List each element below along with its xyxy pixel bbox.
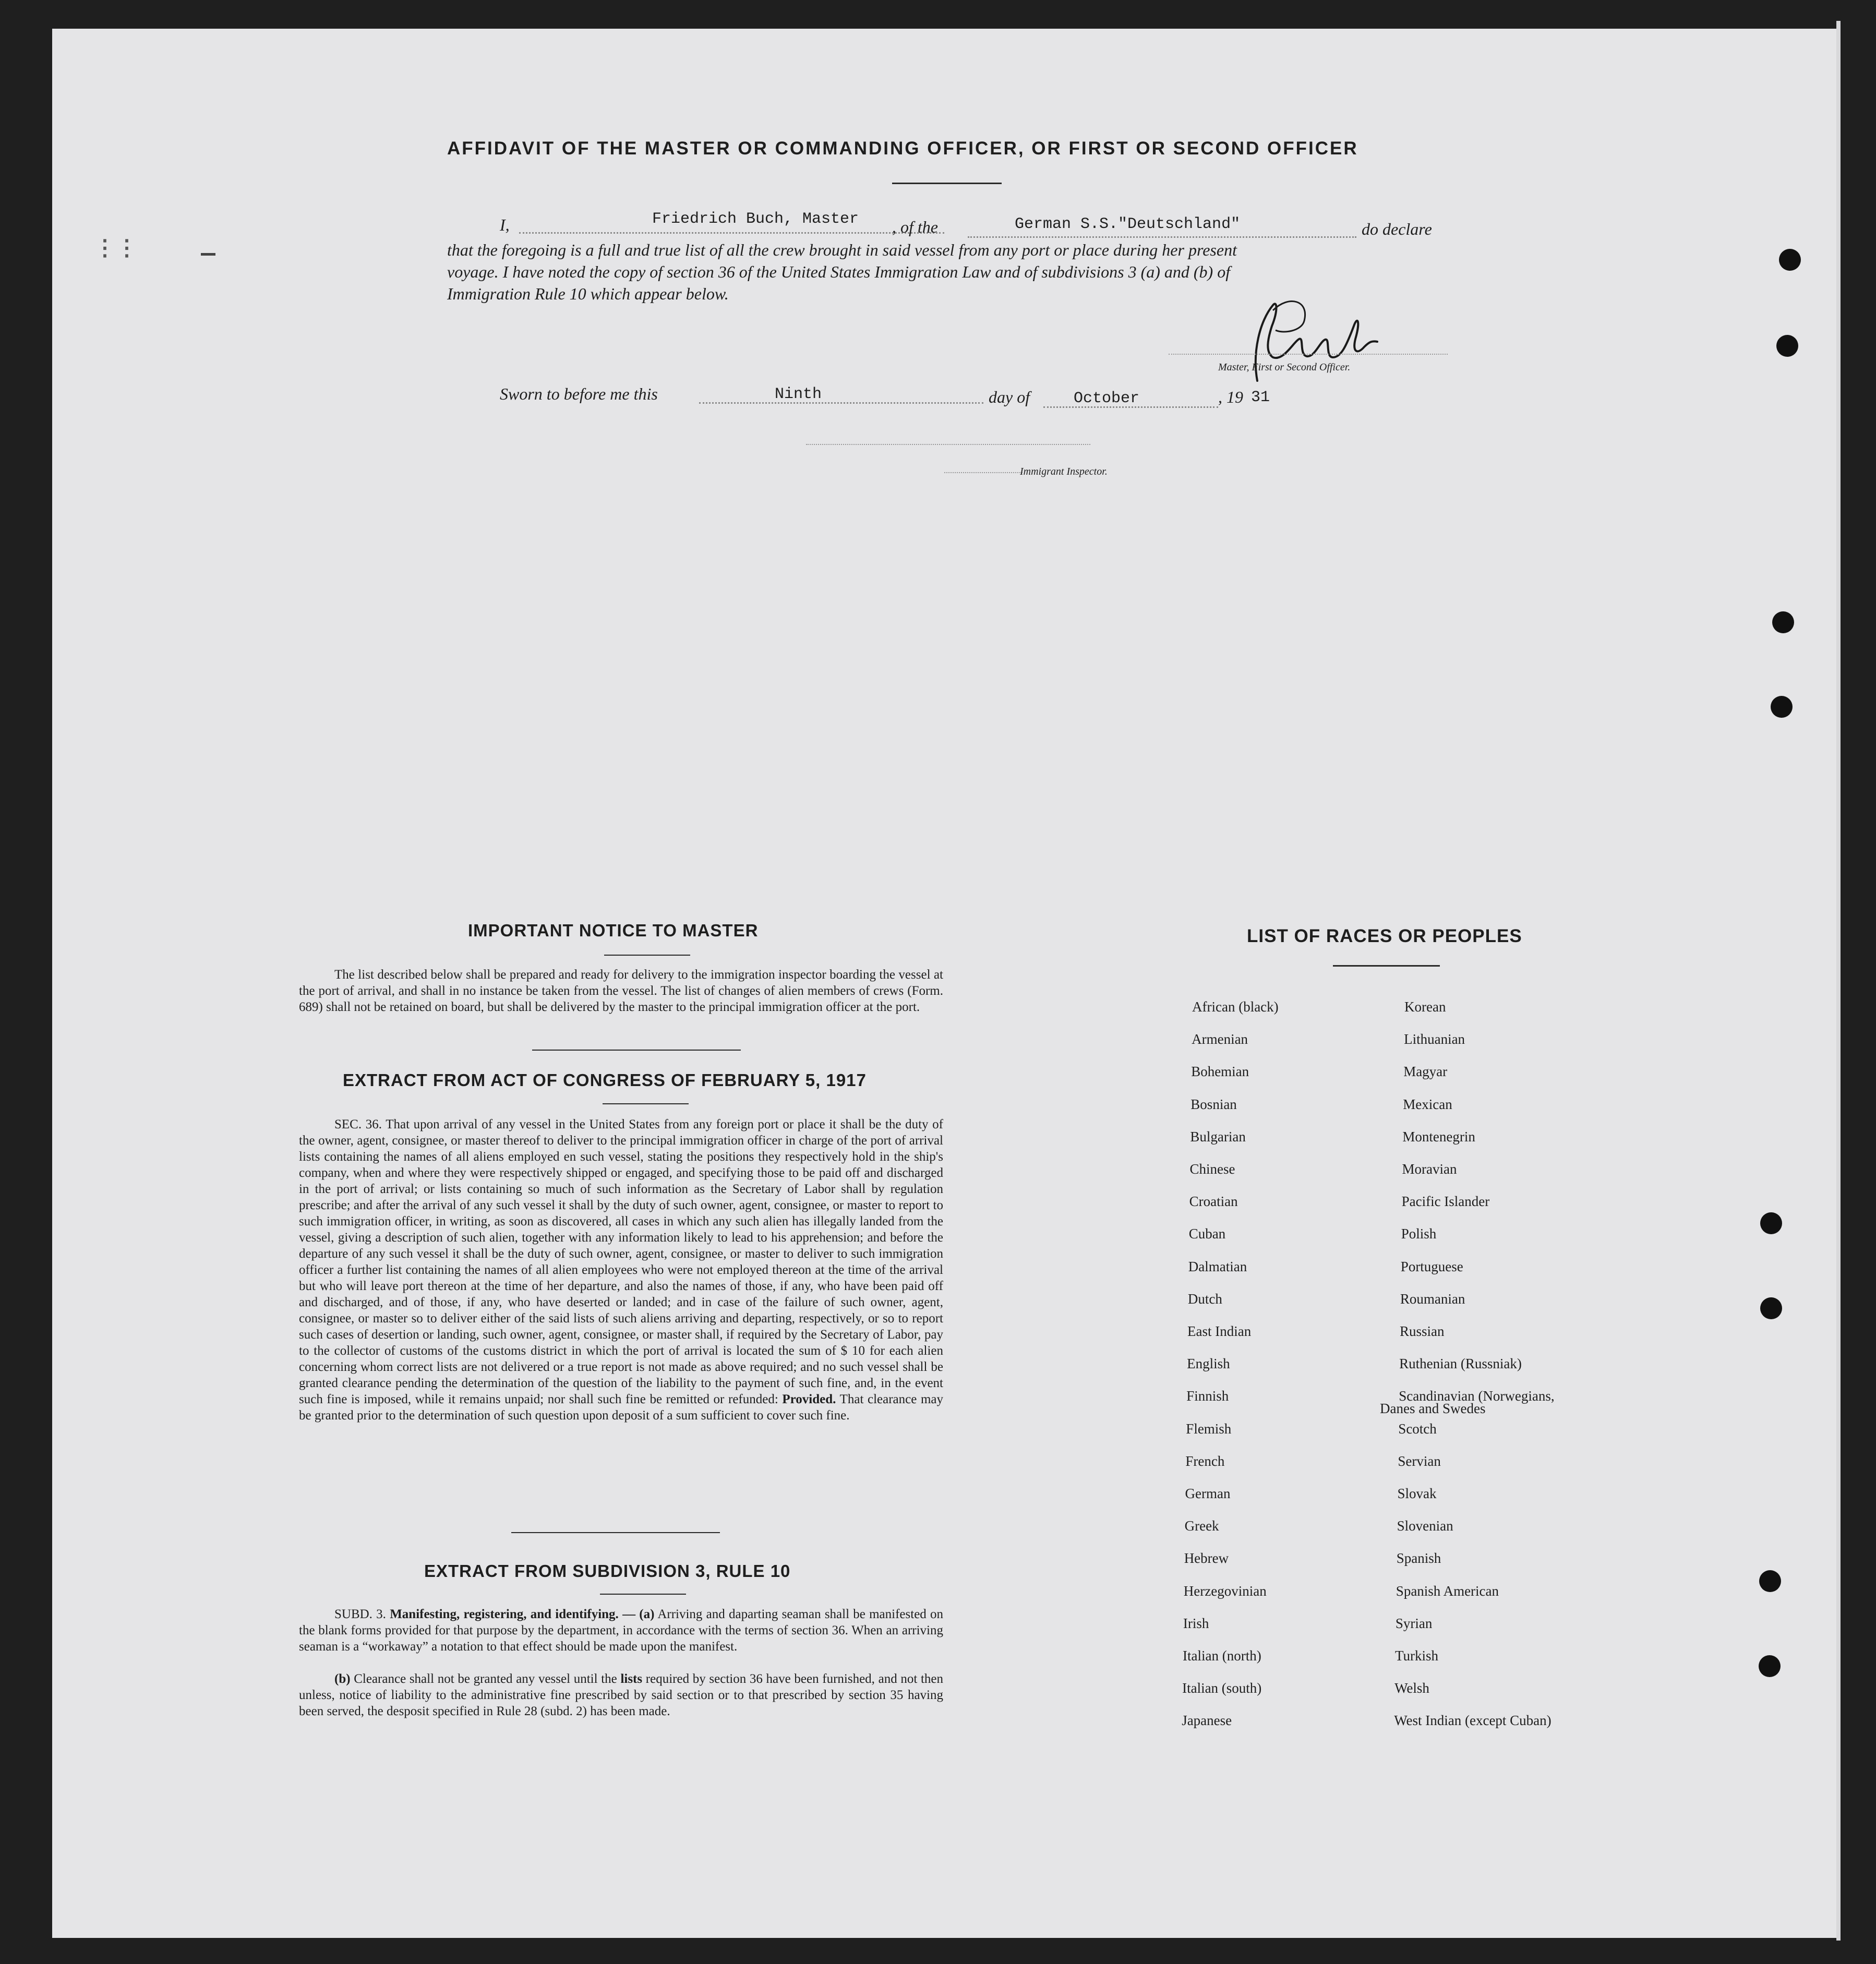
races-rule	[1333, 965, 1440, 967]
subd-heading: Manifesting, registering, and identifying.	[390, 1607, 619, 1621]
race-item: Ruthenian (Russniak)	[1399, 1356, 1522, 1372]
act-body-end: That clearance may be granted prior to the determination of such question upon deposit of a sum sufficient to cover such fine.	[299, 1392, 943, 1423]
notice-text	[299, 967, 943, 1015]
notice-end-rule	[532, 1050, 741, 1051]
of-the-label: , of the	[892, 218, 938, 236]
master-name-line	[519, 232, 944, 234]
race-item: Syrian	[1395, 1615, 1433, 1631]
notice-title: IMPORTANT NOTICE TO MASTER	[468, 921, 759, 940]
scan-mark: ⋮⋮	[94, 236, 138, 260]
sworn-day-line	[699, 402, 983, 404]
subd-label: SUBD. 3.	[334, 1607, 386, 1621]
race-item: French	[1185, 1453, 1225, 1469]
day-of-label: day of	[989, 388, 1030, 406]
race-item: Slovak	[1397, 1486, 1437, 1501]
affidavit-line-4: Immigration Rule 10 which appear below.	[447, 284, 729, 303]
race-item: Pacific Islander	[1401, 1194, 1490, 1210]
race-item: Italian (north)	[1183, 1648, 1261, 1664]
year-suffix-field: 31	[1251, 389, 1270, 406]
race-item: Magyar	[1403, 1064, 1448, 1080]
race-item: Croatian	[1189, 1194, 1238, 1210]
race-item: Bohemian	[1191, 1064, 1249, 1080]
notice-rule	[604, 955, 690, 956]
race-item: Lithuanian	[1404, 1031, 1465, 1047]
races-title: LIST OF RACES OR PEOPLES	[1247, 926, 1522, 946]
race-item: Bulgarian	[1190, 1128, 1246, 1144]
do-declare-label: do declare	[1362, 220, 1432, 238]
race-item: German	[1185, 1486, 1231, 1501]
race-item: Japanese	[1182, 1713, 1232, 1729]
act-body: SEC. 36. That upon arrival of any vessel in the United States from any foreign port or place it shall be the duty of the owner, agent, consignee, or master thereof to deliver to the principal immigration officer in charge of the port of arrival lists containing the names of all aliens employed en such vessel, stating the positions they respectively hold in the ship's company, when and where they were respectively shipped or engaged, and specifying those to be paid off and discharged in the port of arrival; or lists containing so much of such information as the Secretary of Labor shall by regulation prescribe; and after the arrival of any such vessel it shall by the duty of such owner, agent, consignee, or master to report to such immigration officer, in writing, as soon as discovered, all cases in which any such alien has illegally landed from the vessel, giving a description of such alien, together with any information likely to lead to his apprehension; and before the departure of any such vessel it shall be the duty of such owner, agent, consignee, or master to deliver to such immigration officer a further list containing the names of all alien employees who were not employed thereon at the time of the arrival but who will leave port thereon at the time of her departure, and also the names of those, if any, who have been paid off and discharged, and of those, if any, who have deserted or landed; and in case of the failure of such owner, agent, consignee, or master so to deliver either of the said lists of such aliens arriving and departing, respectively, or so to report such cases of desertion or landing, such owner, agent, consignee, or master shall, if required by the Secretary of Labor, pay to the collector of customs of the customs district in which the port of arrival is located the sum of $ 10 for each alien concerning whom correct lists are not delivered or a true report is not made as above required; and no such vessel shall be granted clearance pending the determination of the question of the liability to the payment of such fine, and, in the event such fine is imposed, while it remains unpaid; nor shall such fine be remitted or refunded:	[299, 1117, 943, 1406]
subd-b-text-2: required by section 36 have been furnished, and not then unless, notice of liability to the administrative fine prescribed by said section or to that prescribed by section 35 having been served, the desposit specified in Rule 28 (subd. 2) has been made.	[299, 1672, 944, 1718]
race-item: Cuban	[1188, 1226, 1226, 1242]
sworn-month-field: October	[1074, 390, 1140, 407]
race-item: Welsh	[1394, 1680, 1429, 1696]
race-item: African (black)	[1192, 999, 1279, 1015]
act-title: EXTRACT FROM ACT OF CONGRESS OF FEBRUARY 5, 1917	[343, 1070, 867, 1090]
race-item-continuation: Danes and Swedes	[1380, 1401, 1486, 1416]
race-item: Spanish	[1396, 1550, 1441, 1567]
affidavit-title: AFFIDAVIT OF THE MASTER OR COMMANDING OFFICER, OR FIRST OR SECOND OFFICER	[447, 138, 1358, 159]
act-provided: Provided.	[782, 1392, 836, 1406]
race-item: Dalmatian	[1188, 1258, 1247, 1274]
race-item: Montenegrin	[1402, 1128, 1475, 1144]
race-item: Korean	[1404, 999, 1446, 1015]
master-signature	[1221, 290, 1440, 394]
act-end-rule	[511, 1532, 720, 1533]
act-text	[299, 1116, 943, 1424]
sworn-month-line	[1043, 406, 1218, 408]
race-item: Polish	[1401, 1226, 1437, 1242]
race-item: Slovenian	[1397, 1518, 1453, 1534]
title-rule	[892, 183, 1002, 184]
rule-title: EXTRACT FROM SUBDIVISION 3, RULE 10	[424, 1561, 791, 1581]
rule-subd-b	[299, 1671, 943, 1719]
punch-hole	[1776, 335, 1798, 357]
rule-subd-a	[299, 1606, 943, 1655]
act-rule	[603, 1103, 689, 1104]
race-item: Roumanian	[1400, 1291, 1465, 1307]
inspector-caption: Immigrant Inspector.	[1020, 466, 1108, 477]
subd-a-label: — (a)	[622, 1607, 655, 1621]
race-item: Greek	[1184, 1518, 1219, 1534]
document-page	[52, 29, 1836, 1938]
race-item: Turkish	[1395, 1648, 1439, 1664]
race-item: Bosnian	[1190, 1096, 1237, 1112]
race-item: English	[1187, 1356, 1230, 1372]
race-item: Chinese	[1189, 1161, 1235, 1177]
affidavit-line-3: voyage. I have noted the copy of section 36 of the United States Immigration Law and of subdivisions 3 (a) and (b) of	[447, 262, 1231, 281]
race-item: Flemish	[1186, 1420, 1232, 1437]
vessel-field: German S.S."Deutschland"	[1015, 215, 1241, 233]
notice-body: The list described below shall be prepared and ready for delivery to the immigration inspector boarding the vessel at the port of arrival, and shall in no instance be taken from the vessel. The list of changes of alien members of crews (Form. 689) shall not be retained on board, but shall be delivered by the master to the principal immigration officer at the port.	[299, 968, 943, 1014]
punch-hole	[1760, 1212, 1782, 1234]
vessel-line	[968, 236, 1356, 238]
subd-b-label: (b)	[334, 1672, 351, 1686]
race-item: East Indian	[1187, 1323, 1252, 1339]
race-item: Irish	[1183, 1615, 1209, 1631]
subd-a-text: Arriving and daparting seaman shall be manifested on the blank forms provided for that purpose by the department, in accordance with the terms of section 36. When an arriving seaman is a “workaway” a notation to that effect should be made upon the manifest.	[299, 1607, 944, 1654]
race-item: Finnish	[1186, 1388, 1229, 1404]
rule-title-rule	[600, 1594, 686, 1595]
race-item: West Indian (except Cuban)	[1394, 1713, 1552, 1729]
race-item: Italian (south)	[1182, 1680, 1262, 1696]
punch-hole	[1779, 249, 1801, 271]
sworn-label: Sworn to before me this	[500, 384, 658, 403]
year-prefix: , 19	[1218, 388, 1243, 406]
punch-hole	[1759, 1655, 1781, 1677]
inspector-signature-line	[806, 444, 1090, 445]
scan-mark	[201, 253, 215, 256]
punch-hole	[1760, 1297, 1782, 1319]
race-item: Portuguese	[1400, 1258, 1463, 1274]
master-name-field: Friedrich Buch, Master	[652, 210, 859, 228]
punch-hole	[1772, 611, 1794, 633]
subd-b-text-1: Clearance shall not be granted any vessel until the	[354, 1672, 617, 1686]
race-item: Mexican	[1403, 1096, 1452, 1112]
race-item: Scandinavian (Norwegians,	[1399, 1388, 1555, 1404]
signature-line	[1169, 354, 1448, 355]
subd-b-lists: lists	[620, 1672, 643, 1686]
race-item: Hebrew	[1184, 1550, 1229, 1567]
race-item: Russian	[1400, 1323, 1445, 1339]
race-item: Armenian	[1192, 1031, 1248, 1047]
race-item: Servian	[1398, 1453, 1441, 1469]
punch-hole	[1759, 1570, 1781, 1592]
race-item: Moravian	[1402, 1161, 1457, 1177]
race-item: Herzegovinian	[1183, 1583, 1267, 1599]
i-label: I,	[500, 215, 510, 234]
punch-hole	[1771, 696, 1793, 718]
affidavit-line-2: that the foregoing is a full and true list of all the crew brought in said vessel from any port or place during her present	[447, 240, 1237, 259]
inspector-caption-line	[944, 472, 1023, 473]
race-item: Dutch	[1187, 1291, 1222, 1307]
signature-caption: Master, First or Second Officer.	[1218, 362, 1351, 373]
race-item: Scotch	[1398, 1420, 1437, 1437]
race-item: Spanish American	[1396, 1583, 1499, 1599]
sworn-day-field: Ninth	[775, 385, 822, 403]
page-edge	[1836, 21, 1841, 1941]
